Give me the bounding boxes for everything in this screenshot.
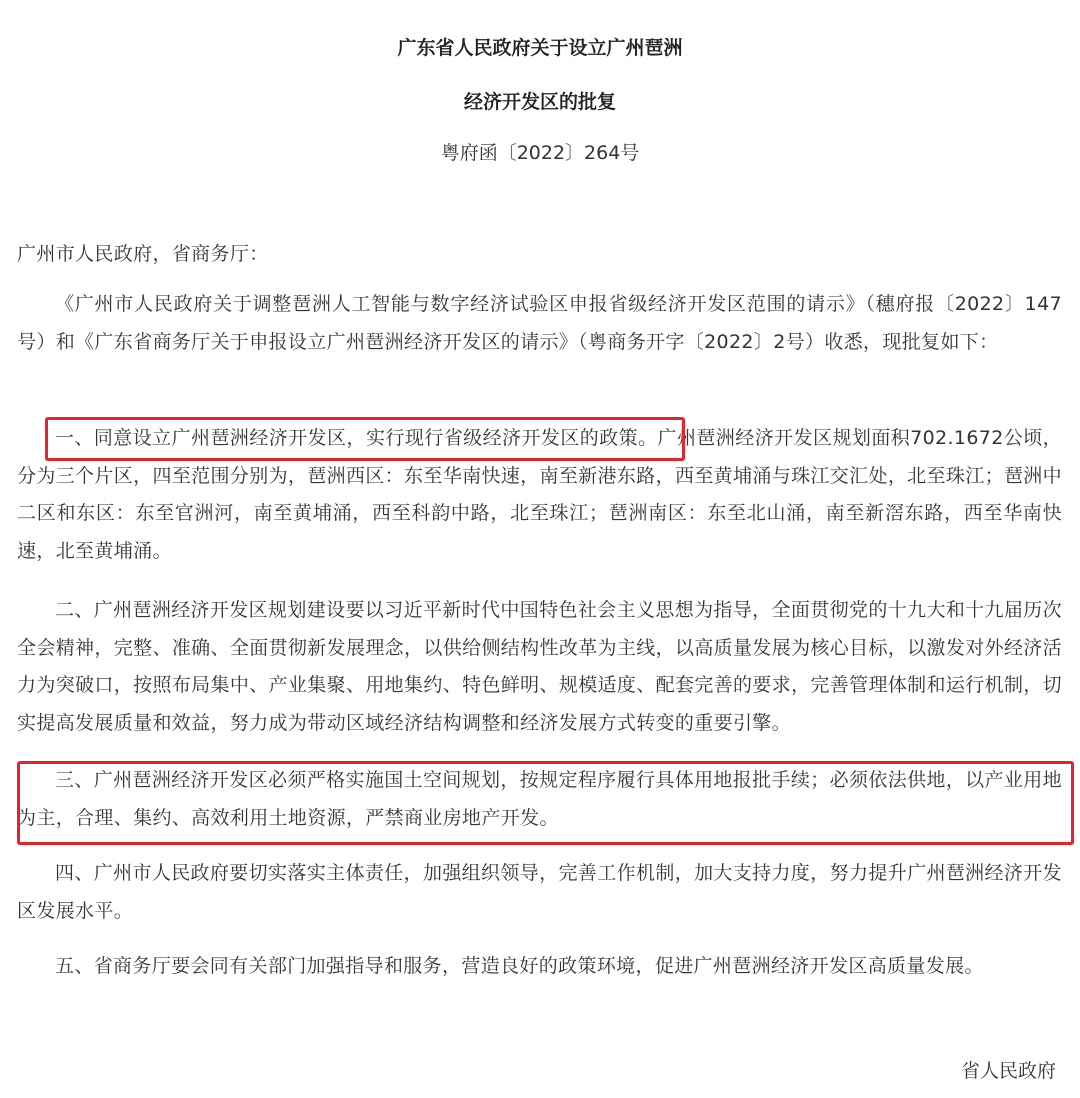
item-1-highlight: 一、同意设立广州琶洲经济开发区，实行现行省级经济开发区的政策。 (55, 427, 658, 449)
doc-title-line-1: 广东省人民政府关于设立广州琶洲 (397, 37, 683, 59)
item-1-paragraph (17, 420, 1062, 570)
item-5-paragraph: 五、省商务厅要会同有关部门加强指导和服务，营造良好的政策环境，促进广州琶洲经济开发区高质量发展。 (55, 955, 984, 977)
doc-number: 粤府函〔2022〕264号 (440, 142, 640, 164)
signature: 省人民政府 (960, 1060, 1056, 1082)
item-3-paragraph: 三、广州琶洲经济开发区必须严格实施国土空间规划，按规定程序履行具体用地报批手续；必须依法供地，以产业用地为主，合理、集约、高效利用土地资源，严禁商业房地产开发。 (17, 769, 1062, 829)
item-4-paragraph: 四、广州市人民政府要切实落实主体责任，加强组织领导，完善工作机制，加大支持力度，努力提升广州琶洲经济开发区发展水平。 (17, 862, 1062, 922)
intro-paragraph: 《广州市人民政府关于调整琶洲人工智能与数字经济试验区申报省级经济开发区范围的请示》（穗府报〔2022〕147号）和《广东省商务厅关于申报设立广州琶洲经济开发区的请示》（粤商务开字〔2022〕2号）收悉，现批复如下： (17, 293, 1062, 353)
item-1-rest: 广州琶洲经济开发区规划面积702.1672公顷，分为三个片区，四至范围分别为，琶洲西区：东至华南快速，南至新港东路，西至黄埔涌与珠江交汇处，北至珠江；琶洲中二区和东区：东至官洲河，南至黄埔涌，西至科韵中路，北至珠江；琶洲南区：东至北山涌，南至新滘东路，西至华南快速，北至黄埔涌。 (17, 427, 1062, 562)
item-2-paragraph: 二、广州琶洲经济开发区规划建设要以习近平新时代中国特色社会主义思想为指导，全面贯彻党的十九大和十九届历次全会精神，完整、准确、全面贯彻新发展理念，以供给侧结构性改革为主线，以高质量发展为核心目标，以激发对外经济活力为突破口，按照布局集中、产业集聚、用地集约、特色鲜明、规模适度、配套完善的要求，完善管理体制和运行机制，切实提高发展质量和效益，努力成为带动区域经济结构调整和经济发展方式转变的重要引擎。 (17, 599, 1062, 734)
salutation: 广州市人民政府，省商务厅： (17, 243, 269, 265)
doc-title-line-2: 经济开发区的批复 (463, 91, 616, 113)
